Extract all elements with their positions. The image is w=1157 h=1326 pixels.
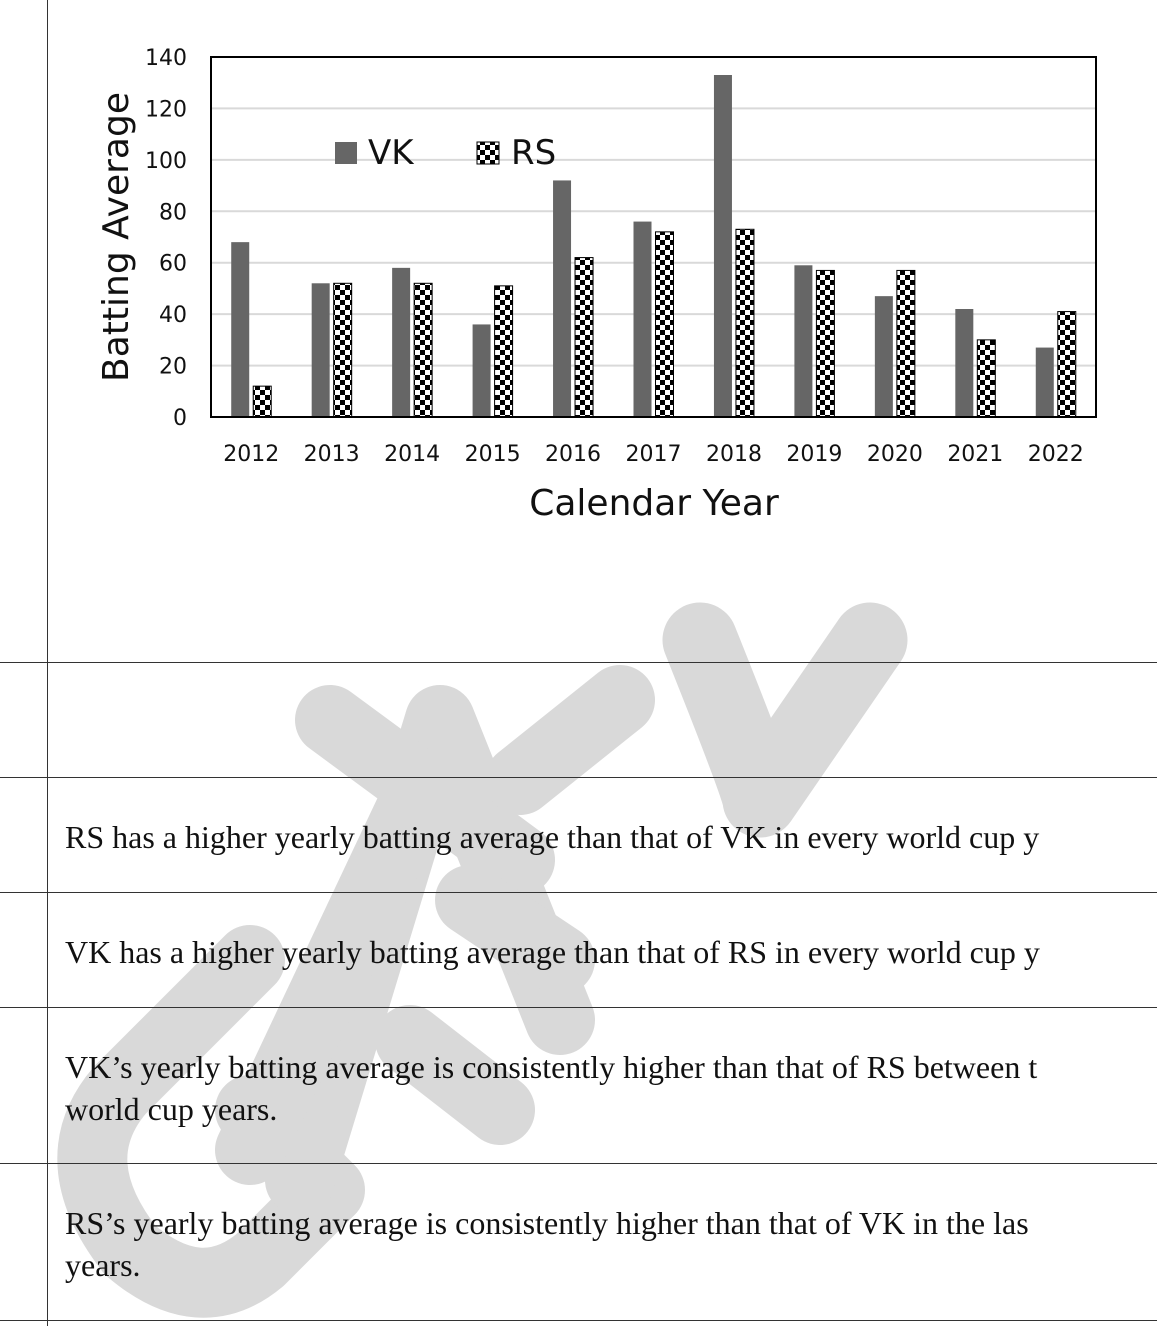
option-a-text: RS has a higher yearly batting average than that of VK in every world cup y <box>65 819 1040 855</box>
row-divider <box>0 1320 1157 1321</box>
x-tick-label: 2016 <box>545 442 602 467</box>
row-divider <box>0 662 1157 663</box>
option-c-text-line2: world cup years. <box>65 1091 278 1127</box>
bar-vk-2020 <box>875 296 893 417</box>
x-tick-label: 2014 <box>384 442 441 467</box>
bar-vk-2017 <box>634 222 652 417</box>
y-tick-label: 60 <box>159 251 187 277</box>
x-axis-title: Calendar Year <box>529 483 779 524</box>
bar-rs-2019 <box>816 270 834 417</box>
y-axis-title: Batting Average <box>96 92 137 382</box>
bar-rs-2016 <box>575 258 593 417</box>
legend-swatch-vk <box>335 142 357 164</box>
legend <box>335 133 556 173</box>
table-left-border <box>47 0 48 1326</box>
bar-vk-2018 <box>714 75 732 417</box>
x-tick-label: 2020 <box>866 442 923 467</box>
option-d-text-line2: years. <box>65 1247 141 1283</box>
option-c[interactable] <box>65 1046 1157 1130</box>
option-d[interactable] <box>65 1202 1157 1286</box>
bar-rs-2014 <box>414 283 432 417</box>
option-b[interactable] <box>65 931 1157 973</box>
bar-vk-2012 <box>231 242 249 417</box>
bar-chart <box>0 0 1157 660</box>
bar-rs-2021 <box>977 340 995 417</box>
bar-rs-2017 <box>656 232 674 417</box>
y-tick-label: 0 <box>173 406 187 431</box>
x-tick-label: 2021 <box>947 442 1004 467</box>
bar-vk-2014 <box>392 268 410 417</box>
row-divider <box>0 1163 1157 1164</box>
bar-vk-2021 <box>955 309 973 417</box>
x-tick-label: 2022 <box>1027 442 1084 467</box>
x-tick-label: 2019 <box>786 442 843 467</box>
x-tick-label: 2018 <box>705 442 762 467</box>
row-divider <box>0 777 1157 778</box>
x-tick-label: 2012 <box>223 442 280 467</box>
legend-label-rs: RS <box>511 133 557 173</box>
option-d-text-line1: RS’s yearly batting average is consistently higher than that of VK in the las <box>65 1205 1029 1241</box>
watermark-2-stroke <box>700 640 870 800</box>
x-tick-label: 2015 <box>464 442 521 467</box>
bar-rs-2013 <box>334 283 352 417</box>
y-tick-label: 20 <box>159 354 187 380</box>
bar-rs-2022 <box>1058 312 1076 417</box>
y-tick-label: 40 <box>159 303 187 329</box>
bar-vk-2016 <box>553 180 571 417</box>
bar-rs-2015 <box>495 286 513 417</box>
option-c-text-line1: VK’s yearly batting average is consistently higher than that of RS between t <box>65 1049 1038 1085</box>
row-divider <box>0 892 1157 893</box>
bar-rs-2012 <box>253 386 271 417</box>
legend-swatch-rs <box>477 142 499 164</box>
bar-vk-2019 <box>794 265 812 417</box>
y-tick-label: 140 <box>145 46 187 71</box>
bar-rs-2018 <box>736 229 754 417</box>
legend-label-vk: VK <box>368 133 414 173</box>
bar-vk-2013 <box>312 283 330 417</box>
y-tick-label: 100 <box>145 148 187 174</box>
x-tick-labels <box>223 442 1084 467</box>
row-divider <box>0 1007 1157 1008</box>
x-tick-label: 2017 <box>625 442 682 467</box>
bar-vk-2022 <box>1036 348 1054 417</box>
y-tick-label: 80 <box>159 200 187 226</box>
x-tick-label: 2013 <box>303 442 360 467</box>
option-b-text: VK has a higher yearly batting average than that of RS in every world cup y <box>65 934 1040 970</box>
y-tick-label: 120 <box>145 97 187 123</box>
option-a[interactable] <box>65 816 1157 858</box>
bar-rs-2020 <box>897 270 915 417</box>
y-tick-labels <box>145 46 187 431</box>
bar-vk-2015 <box>473 324 491 417</box>
